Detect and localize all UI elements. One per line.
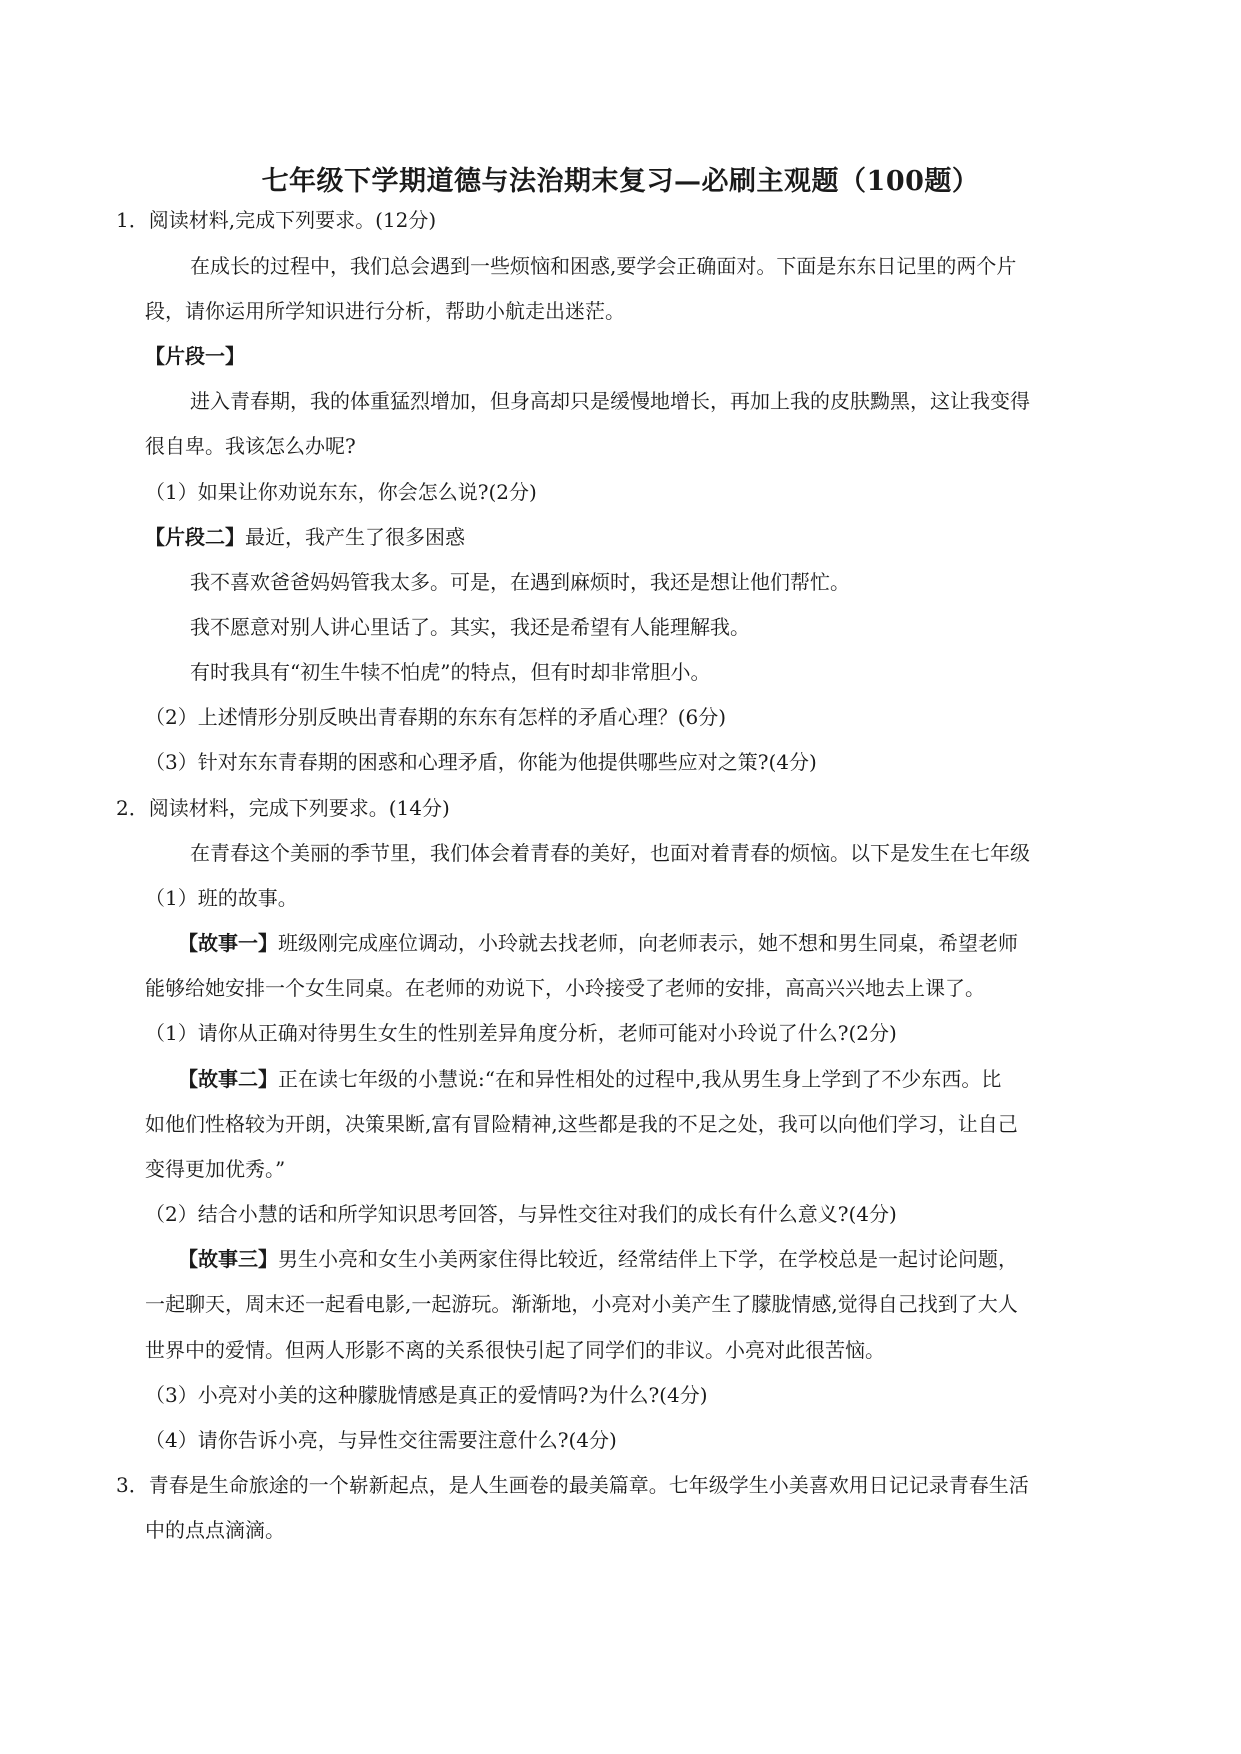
- question-2-story-2-line-2: 如他们性格较为开朗，决策果断,富有冒险精神,这些都是我的不足之处，我可以向他们学习，让自己: [145, 1112, 1018, 1136]
- question-1-fragment-1-label: [145, 340, 245, 372]
- question-2-story-2-line-3: 变得更加优秀。”: [145, 1157, 286, 1181]
- question-1-subquestion-3: （3）针对东东青春期的困惑和心理矛盾，你能为他提供哪些应对之策?(4分): [145, 750, 817, 774]
- question-2-story-2-line-1: [178, 1063, 1001, 1095]
- question-2-story-1-line-1: [178, 927, 1018, 959]
- question-2-subquestion-2: （2）结合小慧的话和所学知识思考回答，与异性交往对我们的成长有什么意义?(4分): [145, 1202, 897, 1226]
- story-2-label: 【故事二】: [178, 1067, 278, 1091]
- question-2-subquestion-4: （4）请你告诉小亮，与异性交往需要注意什么?(4分): [145, 1428, 617, 1452]
- question-1-heading: 1．阅读材料,完成下列要求。(12分): [116, 208, 437, 232]
- question-1-fragment-1-line-2: 很自卑。我该怎么办呢?: [145, 434, 356, 458]
- story-1-label: 【故事一】: [178, 931, 278, 955]
- story-1-text: 班级刚完成座位调动，小玲就去找老师，向老师表示，她不想和男生同桌，希望老师: [278, 931, 1018, 955]
- question-2-story-3-line-3: 世界中的爱情。但两人形影不离的关系很快引起了同学们的非议。小亮对此很苦恼。: [145, 1338, 885, 1362]
- question-2-intro-line-2: （1）班的故事。: [145, 886, 298, 910]
- question-2-subquestion-3: （3）小亮对小美的这种朦胧情感是真正的爱情吗?为什么?(4分): [145, 1383, 708, 1407]
- question-1-intro-line-1: 在成长的过程中，我们总会遇到一些烦恼和困惑,要学会正确面对。下面是东东日记里的两个片: [190, 254, 1017, 278]
- question-1-subquestion-1: （1）如果让你劝说东东，你会怎么说?(2分): [145, 480, 537, 504]
- question-3-heading-line-2: 中的点点滴滴。: [145, 1518, 285, 1542]
- question-2-story-3-line-2: 一起聊天，周末还一起看电影,一起游玩。渐渐地，小亮对小美产生了朦胧情感,觉得自己找到了大人: [145, 1292, 1018, 1316]
- question-1-fragment-1-line-1: 进入青春期，我的体重猛烈增加，但身高却只是缓慢地增长，再加上我的皮肤黝黑，这让我变得: [190, 389, 1030, 413]
- story-3-label: 【故事三】: [178, 1247, 278, 1271]
- story-3-text: 男生小亮和女生小美两家住得比较近，经常结伴上下学，在学校总是一起讨论问题，: [278, 1247, 1018, 1271]
- story-2-text: 正在读七年级的小慧说:“在和异性相处的过程中,我从男生身上学到了不少东西。比: [278, 1067, 1002, 1091]
- question-1-fragment-2-line-3: 我不愿意对别人讲心里话了。其实，我还是希望有人能理解我。: [190, 615, 750, 639]
- question-1-fragment-2: [145, 521, 465, 553]
- question-2-story-1-line-2: 能够给她安排一个女生同桌。在老师的劝说下，小玲接受了老师的安排，高高兴兴地去上课了。: [145, 976, 985, 1000]
- question-3-heading-line-1: 3．青春是生命旅途的一个崭新起点，是人生画卷的最美篇章。七年级学生小美喜欢用日记记录青春生活: [116, 1473, 1029, 1497]
- fragment-1-label: 【片段一】: [145, 344, 245, 368]
- question-1-subquestion-2: （2）上述情形分别反映出青春期的东东有怎样的矛盾心理？(6分): [145, 705, 727, 729]
- fragment-2-label: 【片段二】: [145, 525, 245, 549]
- question-2-intro-line-1: 在青春这个美丽的季节里，我们体会着青春的美好，也面对着青春的烦恼。以下是发生在七年级: [190, 841, 1030, 865]
- question-1-intro-line-2: 段，请你运用所学知识进行分析，帮助小航走出迷茫。: [145, 299, 625, 323]
- document-title: 七年级下学期道德与法治期末复习—必刷主观题（100题）: [261, 166, 980, 197]
- question-1-fragment-2-line-2: 我不喜欢爸爸妈妈管我太多。可是，在遇到麻烦时，我还是想让他们帮忙。: [190, 570, 850, 594]
- question-2-subquestion-1: （1）请你从正确对待男生女生的性别差异角度分析，老师可能对小玲说了什么?(2分): [145, 1021, 897, 1045]
- question-2-story-3-line-1: [178, 1243, 1018, 1275]
- fragment-2-text: 最近，我产生了很多困惑: [245, 525, 465, 549]
- question-2-heading: 2．阅读材料，完成下列要求。(14分): [116, 796, 450, 820]
- question-1-fragment-2-line-4: 有时我具有“初生牛犊不怕虎”的特点，但有时却非常胆小。: [190, 660, 711, 684]
